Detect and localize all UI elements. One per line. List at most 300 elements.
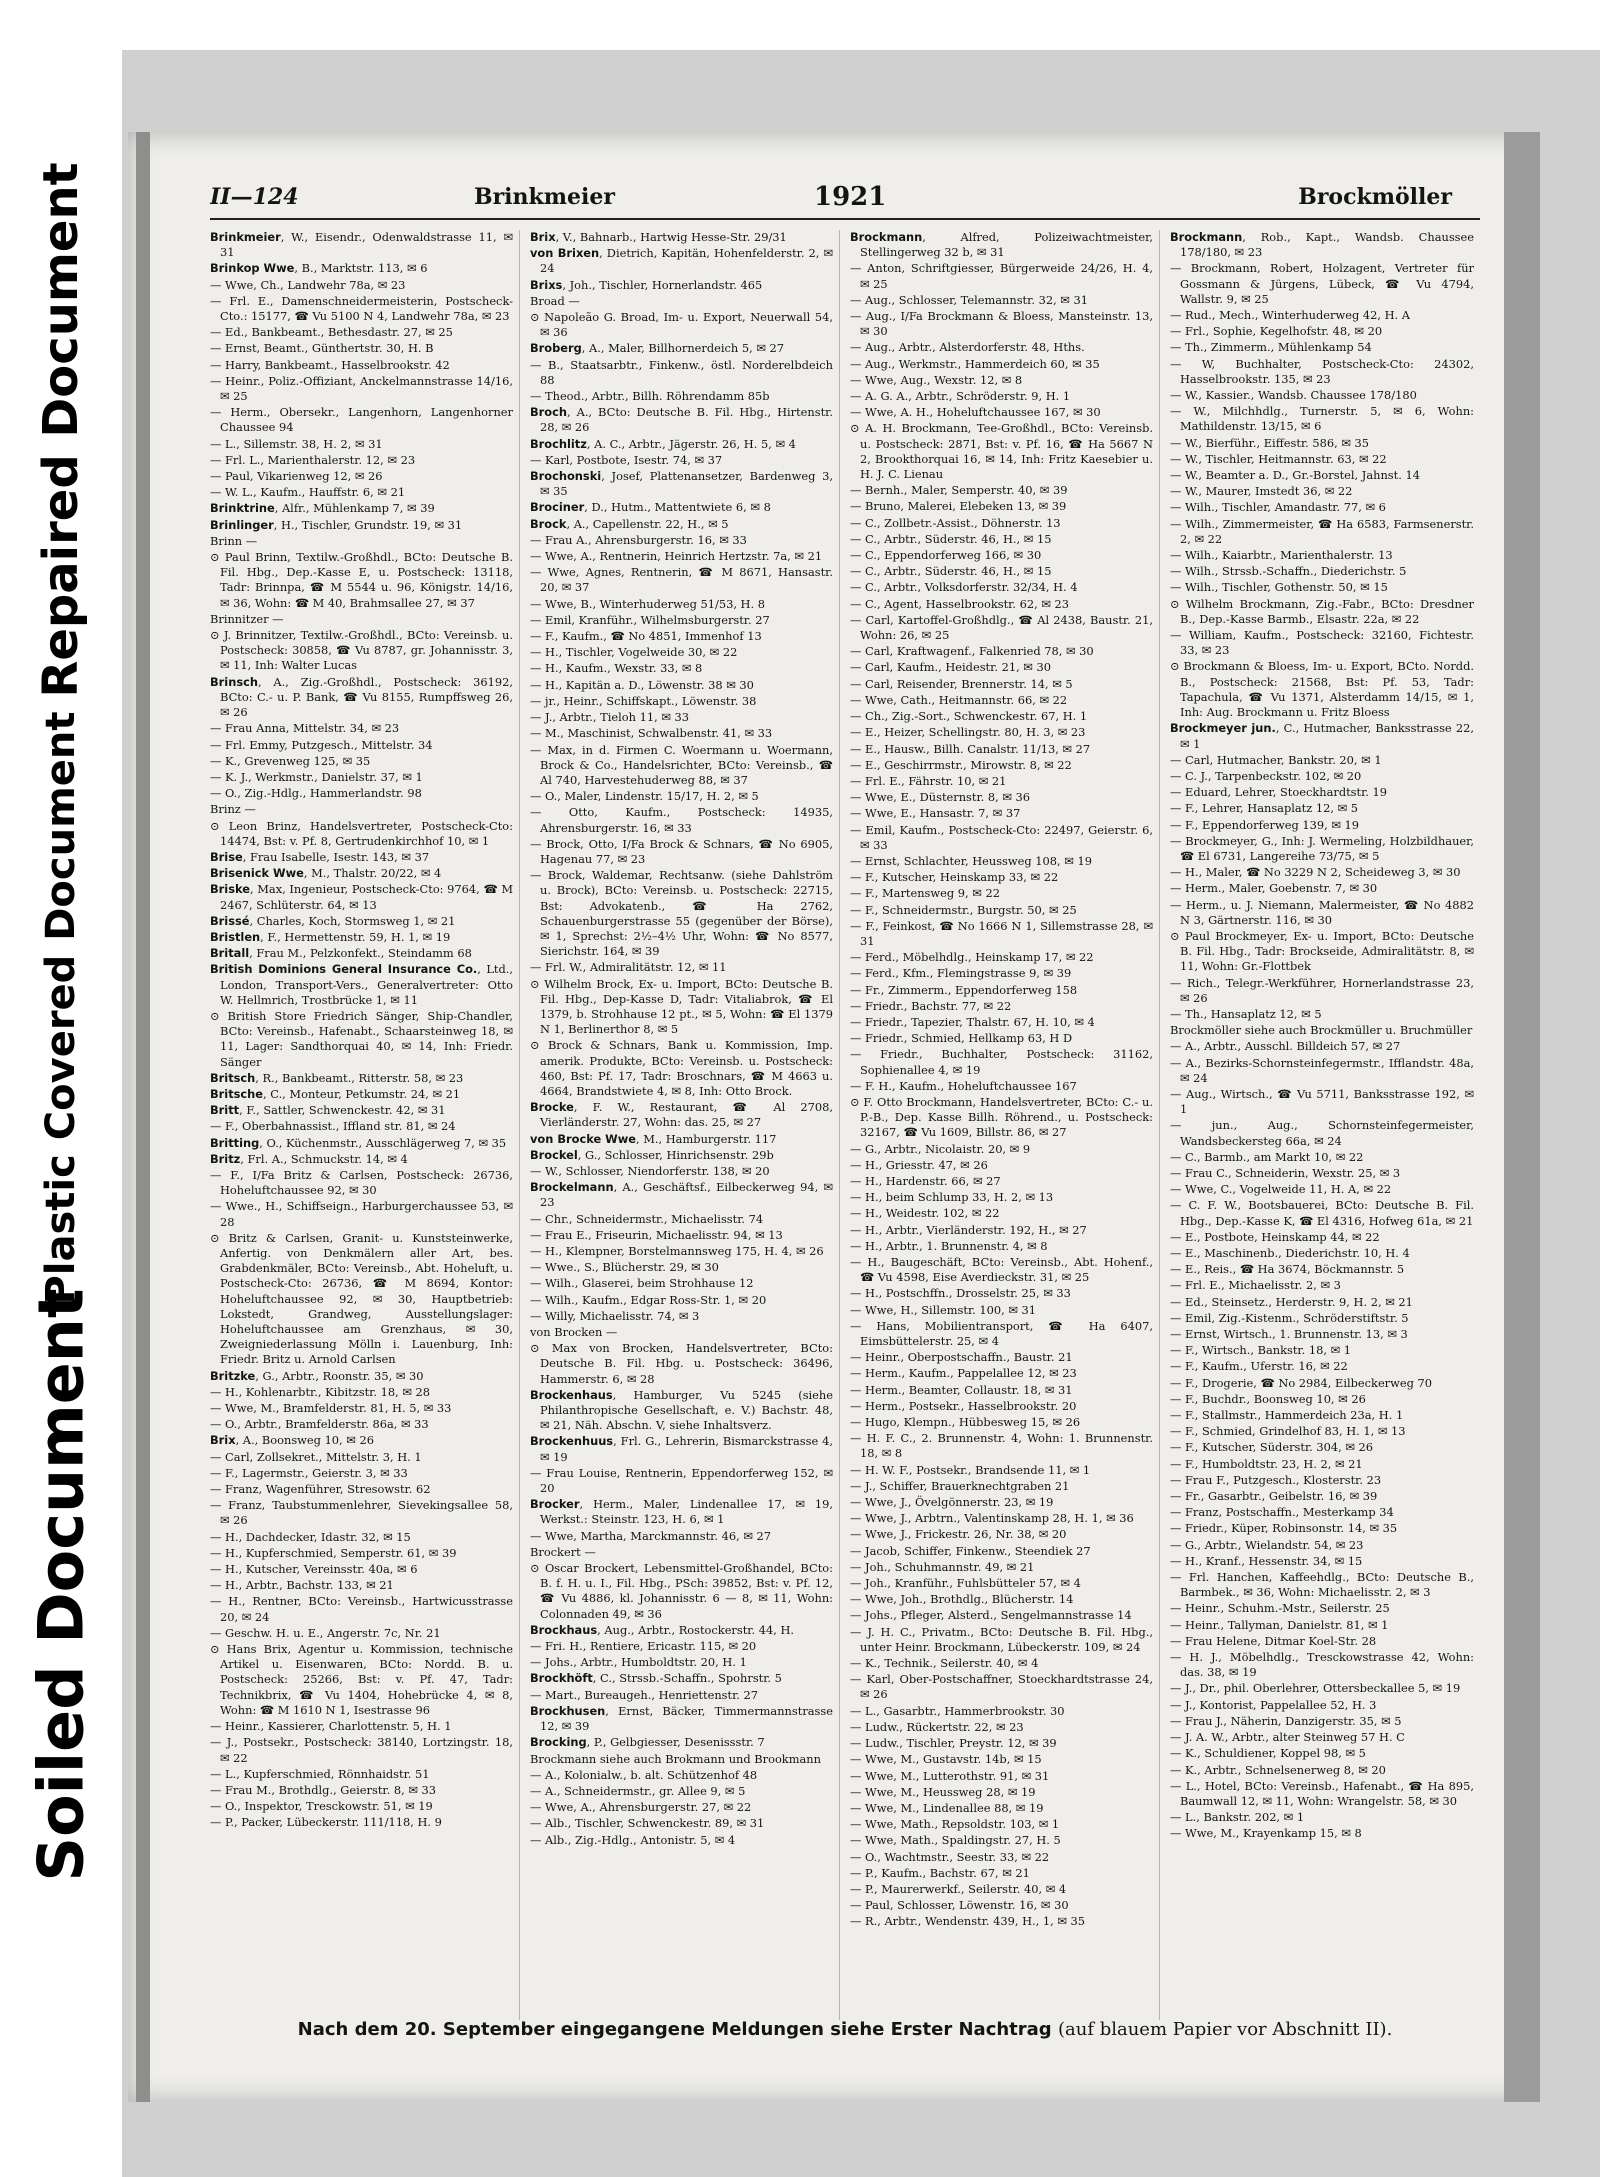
directory-entry: — Wwe, E., Hansastr. 7, ✉ 37 <box>850 806 1021 821</box>
directory-entry: — Wilh., Tischler, Gothenstr. 50, ✉ 15 <box>1170 580 1388 595</box>
directory-entry: — Wilh., Tischler, Amandastr. 77, ✉ 6 <box>1170 500 1386 515</box>
directory-entry: — O., Zig.-Hdlg., Hammerlandstr. 98 <box>210 786 422 801</box>
directory-entry: — Theod., Arbtr., Billh. Röhrendamm 85b <box>530 389 770 404</box>
directory-entry: — F., Eppendorferweg 139, ✉ 19 <box>1170 817 1360 832</box>
directory-entry: — Wwe, Math., Repsoldstr. 103, ✉ 1 <box>850 1817 1060 1832</box>
directory-entry: Britt, F., Sattler, Schwenckestr. 42, ✉ 31 <box>210 1103 446 1118</box>
directory-entry: — Wwe, Cath., Heitmannstr. 66, ✉ 22 <box>850 692 1068 707</box>
directory-entry: — Wilh., Zimmermeister, ☎ Ha 6583, Farmsenerstr. 2, ✉ 22 <box>1170 516 1474 546</box>
directory-entry: — Wwe, H., Sillemstr. 100, ✉ 31 <box>850 1302 1037 1317</box>
directory-entry: — H., Kaufm., Wexstr. 33, ✉ 8 <box>530 661 703 676</box>
directory-entry: — Wwe, Martha, Marckmannstr. 46, ✉ 27 <box>530 1528 771 1543</box>
directory-entry: — F., Buchdr., Boonsweg 10, ✉ 26 <box>1170 1391 1366 1406</box>
directory-entry: — A., Kolonialw., b. alt. Schützenhof 48 <box>530 1767 758 1782</box>
directory-entry: — Fr., Zimmerm., Eppendorferweg 158 <box>850 982 1078 997</box>
directory-entry: — C., Agent, Hasselbrookstr. 62, ✉ 23 <box>850 596 1070 611</box>
directory-entry: — W., Tischler, Heitmannstr. 63, ✉ 22 <box>1170 451 1387 466</box>
directory-entry: — H., Tischler, Vogelweide 30, ✉ 22 <box>530 645 738 660</box>
directory-entry: — W., Milchhdlg., Turnerstr. 5, ✉ 6, Wohn: Mathildenstr. 13/15, ✉ 6 <box>1170 404 1474 434</box>
directory-entry: — Paul, Schlosser, Löwenstr. 16, ✉ 30 <box>850 1898 1069 1913</box>
header-first-name: Brinkmeier <box>474 184 616 210</box>
directory-entry: Brinlinger, H., Tischler, Grundstr. 19, ✉ 31 <box>210 517 463 532</box>
directory-entry: Britzke, G., Arbtr., Roonstr. 35, ✉ 30 <box>210 1368 424 1383</box>
directory-entry: ⊙ British Store Friedrich Sänger, Ship-Chandler, BCto: Vereinsb., Hafenabt., Schaarsteinweg 18, ✉ 11, Lager: Sandthorquai 40, ✉ 14, Inh: Friedr. Sänger <box>210 1008 513 1069</box>
directory-entry: — F., Feinkost, ☎ No 1666 N 1, Sillemstrasse 28, ✉ 31 <box>850 918 1153 948</box>
directory-entry: — Friedr., Buchhalter, Postscheck: 31162, Sophienallee 4, ✉ 19 <box>850 1047 1153 1077</box>
directory-entry: — Th., Zimmerm., Mühlenkamp 54 <box>1170 340 1372 355</box>
directory-entry: Britting, O., Küchenmstr., Ausschlägerweg 7, ✉ 35 <box>210 1135 507 1150</box>
directory-entry: — Franz, Postschaffn., Mesterkamp 34 <box>1170 1505 1394 1520</box>
directory-entry: von Brocken — <box>530 1325 618 1340</box>
directory-entry: Brissé, Charles, Koch, Stormsweg 1, ✉ 21 <box>210 913 456 928</box>
directory-entry: — C., Arbtr., Süderstr. 46, H., ✉ 15 <box>850 531 1052 546</box>
directory-entry: — K., Technik., Seilerstr. 40, ✉ 4 <box>850 1656 1039 1671</box>
directory-entry: — Brockmann, Robert, Holzagent, Vertreter für Gossmann & Jürgens, Lübeck, ☎ Vu 4794, Wallstr. 9, ✉ 25 <box>1170 261 1474 306</box>
directory-entry: — O., Wachtmstr., Seestr. 33, ✉ 22 <box>850 1849 1050 1864</box>
directory-entry: Brochonski, Josef, Plattenansetzer, Bardenweg 3, ✉ 35 <box>530 469 833 499</box>
directory-entry: — Ferd., Möbelhdlg., Heinskamp 17, ✉ 22 <box>850 950 1094 965</box>
directory-entry: — Aug., Schlosser, Telemannstr. 32, ✉ 31 <box>850 292 1088 307</box>
directory-entry: — Herm., Obersekr., Langenhorn, Langenhorner Chaussee 94 <box>210 405 513 435</box>
directory-entry: — Wwe, Aug., Wexstr. 12, ✉ 8 <box>850 372 1023 387</box>
directory-entry: — G., Arbtr., Nicolaistr. 20, ✉ 9 <box>850 1141 1031 1156</box>
directory-entry: — H., Kranf., Hessenstr. 34, ✉ 15 <box>1170 1553 1363 1568</box>
directory-entry: — Karl, Postbote, Isestr. 74, ✉ 37 <box>530 452 723 467</box>
directory-entry: — F., Schneidermstr., Burgstr. 50, ✉ 25 <box>850 902 1077 917</box>
directory-entry: — Joh., Kranführ., Fuhlsbütteler 57, ✉ 4 <box>850 1576 1081 1591</box>
directory-entry: — Rich., Telegr.-Werkführer, Hornerlandstrasse 23, ✉ 26 <box>1170 975 1474 1005</box>
directory-entry: — Frau M., Brothdlg., Geierstr. 8, ✉ 33 <box>210 1782 436 1797</box>
directory-entry: — Wwe, M., Lutterothstr. 91, ✉ 31 <box>850 1768 1050 1783</box>
directory-entry: — J. A. W., Arbtr., alter Steinweg 57 H. C <box>1170 1730 1405 1745</box>
directory-entry: — H., Arbtr., Bachstr. 133, ✉ 21 <box>210 1578 394 1593</box>
directory-entry: — H., Dachdecker, Idastr. 32, ✉ 15 <box>210 1529 411 1544</box>
directory-entry: — Alb., Tischler, Schwenckestr. 89, ✉ 31 <box>530 1816 765 1831</box>
directory-entry: — F., Kutscher, Heinskamp 33, ✉ 22 <box>850 870 1059 885</box>
directory-entry: von Brocke Wwe, M., Hamburgerstr. 117 <box>530 1131 777 1146</box>
directory-entry: Britsch, R., Bankbeamt., Ritterstr. 58, ✉ 23 <box>210 1070 464 1085</box>
directory-entry: — Aug., Arbtr., Alsterdorferstr. 48, Hths. <box>850 340 1085 355</box>
directory-entry: — H., Arbtr., Vierländerstr. 192, H., ✉ 27 <box>850 1222 1087 1237</box>
directory-entry: Brockhöft, C., Strssb.-Schaffn., Spohrstr. 5 <box>530 1671 782 1686</box>
page-number: II—124 <box>210 184 299 210</box>
directory-entry: — Brock, Waldemar, Rechtsanw. (siehe Dahlström u. Brock), BCto: Vereinsb. u. Postscheck: 22715, Bst: Advokatenb., ☎ Ha 2762, Schauenburgerstrasse 55 (gegenüber der Börse), ✉ 1, Sprechst: 2½–4½ Uhr, Wohn: ☎ No 8577, Sierichstr. 164, ✉ 39 <box>530 868 833 959</box>
directory-entry: — F., Wirtsch., Bankstr. 18, ✉ 1 <box>1170 1343 1352 1358</box>
directory-entry: — E., Reis., ☎ Ha 3674, Böckmannstr. 5 <box>1170 1262 1405 1277</box>
directory-entry: — R., Arbtr., Wendenstr. 439, H., 1, ✉ 35 <box>850 1914 1086 1929</box>
directory-entry: — J., Dr., phil. Oberlehrer, Ottersbeckallee 5, ✉ 19 <box>1170 1681 1461 1696</box>
directory-entry: — Wwe, A., Rentnerin, Heinrich Hertzstr. 7a, ✉ 21 <box>530 549 823 564</box>
directory-entry: — H., beim Schlump 33, H. 2, ✉ 13 <box>850 1190 1054 1205</box>
directory-entry: Brocking, P., Gelbgiesser, Desenissstr. 7 <box>530 1735 765 1750</box>
directory-entry: — Heinr., Oberpostschaffn., Baustr. 21 <box>850 1350 1073 1365</box>
directory-entry: — Wwe, Agnes, Rentnerin, ☎ M 8671, Hansastr. 20, ✉ 37 <box>530 565 833 595</box>
directory-entry: — Carl, Kaufm., Heidestr. 21, ✉ 30 <box>850 660 1051 675</box>
directory-entry: — Wwe, A., Ahrensburgerstr. 27, ✉ 22 <box>530 1800 752 1815</box>
directory-entry: — Frl. E., Damenschneidermeisterin, Postscheck-Cto.: 15177, ☎ Vu 5100 N 4, Landwehr 78a, ✉ 23 <box>210 293 513 324</box>
directory-entry: ⊙ Paul Brinn, Textilw.-Großhdl., BCto: Deutsche B. Fil. Hbg., Dep.-Kasse E, u. Postscheck: 13118, Tadr: Brinnpa, ☎ M 5544 u. 96, Königstr. 14/16, ✉ 36, Wohn: ☎ M 40, Brahmsallee 27, ✉ 37 <box>210 550 513 610</box>
directory-entry: — H., Klempner, Borstelmannsweg 175, H. 4, ✉ 26 <box>530 1244 824 1258</box>
directory-entry: — K. J., Werkmstr., Danielstr. 37, ✉ 1 <box>210 769 423 784</box>
directory-entry: — Fri. H., Rentiere, Ericastr. 115, ✉ 20 <box>530 1639 757 1654</box>
directory-entry: — W. L., Kaufm., Hauffstr. 6, ✉ 21 <box>210 485 406 500</box>
directory-entry: ⊙ Max von Brocken, Handelsvertreter, BCto: Deutsche B. Fil. Hbg. u. Postscheck: 36496, Hammerstr. 6, ✉ 28 <box>530 1341 833 1386</box>
directory-entry: — J., Arbtr., Tieloh 11, ✉ 33 <box>530 710 689 725</box>
directory-entry: — K., Arbtr., Schnelsenerweg 8, ✉ 20 <box>1170 1762 1386 1777</box>
directory-entry: — C., Barmb., am Markt 10, ✉ 22 <box>1170 1149 1364 1164</box>
directory-entry: — F., Lagermstr., Geierstr. 3, ✉ 33 <box>210 1465 408 1480</box>
directory-entry: — Ludw., Rückertstr. 22, ✉ 23 <box>850 1719 1024 1734</box>
directory-entry: — Wwe, Joh., Brothdlg., Blücherstr. 14 <box>850 1592 1074 1607</box>
side-label-strip <box>0 0 122 2177</box>
directory-entry: — F., Humboldtstr. 23, H. 2, ✉ 21 <box>1170 1456 1363 1471</box>
directory-entry: — Herm., Beamter, Collaustr. 18, ✉ 31 <box>850 1382 1073 1397</box>
directory-entry: — Wilh., Kaiarbtr., Marienthalerstr. 13 <box>1170 548 1393 563</box>
directory-entry: — W., Schlosser, Niendorferstr. 138, ✉ 20 <box>530 1163 770 1178</box>
directory-entry: — L., Hotel, BCto: Vereinsb., Hafenabt., ☎ Ha 895, Baumwall 12, ✉ 11, Wohn: Wrangelstr. 58, ✉ 30 <box>1170 1778 1474 1808</box>
directory-entry: — H., Kupferschmied, Semperstr. 61, ✉ 39 <box>210 1545 457 1560</box>
directory-entry: — J., Kontorist, Pappelallee 52, H. 3 <box>1170 1697 1377 1712</box>
supplement-note <box>210 2019 1480 2040</box>
directory-entry: — C., Zollbetr.-Assist., Döhnerstr. 13 <box>850 515 1061 530</box>
directory-entry: — O., Inspektor, Tresckowstr. 51, ✉ 19 <box>210 1799 433 1814</box>
directory-entry: — J., Schiffer, Brauerknechtgraben 21 <box>850 1478 1070 1493</box>
directory-entry: — Joh., Schuhmannstr. 49, ✉ 21 <box>850 1559 1035 1574</box>
directory-entry: — Wilh., Kaufm., Edgar Ross-Str. 1, ✉ 20 <box>530 1292 767 1307</box>
directory-entry: — Carl, Kraftwagenf., Falkenried 78, ✉ 30 <box>850 644 1094 659</box>
directory-entry: — Bruno, Malerei, Elebeken 13, ✉ 39 <box>850 499 1067 514</box>
directory-entry: — H., Kutscher, Vereinsstr. 40a, ✉ 6 <box>210 1562 418 1577</box>
directory-entry: — Anton, Schriftgiesser, Bürgerweide 24/26, H. 4, ✉ 25 <box>850 261 1153 291</box>
directory-entry: — Ludw., Tischler, Preystr. 12, ✉ 39 <box>850 1736 1057 1751</box>
directory-entry: — Emil, Kranführ., Wilhelmsburgerstr. 27 <box>530 612 770 627</box>
directory-entry: — Friedr., Tapezier, Thalstr. 67, H. 10, ✉ 4 <box>850 1014 1095 1029</box>
directory-entry: — C. J., Tarpenbeckstr. 102, ✉ 20 <box>1170 768 1362 783</box>
directory-entry: — Friedr., Küper, Robinsonstr. 14, ✉ 35 <box>1170 1521 1398 1536</box>
directory-entry: Brockenhaus, Hamburger, Vu 5245 (siehe Philanthropische Gesellschaft, e. V.) Bachstr. 48, ✉ 21, Näh. Abschn. V, siehe Inhaltsverz. <box>530 1387 833 1433</box>
directory-entry: — Carl, Reisender, Brennerstr. 14, ✉ 5 <box>850 676 1073 691</box>
directory-entry: ⊙ A. H. Brockmann, Tee-Großhdl., BCto: Vereinsb. u. Postscheck: 2871, Bst: v. Pf. 16, ☎ Ha 5667 N 2, Brookthorquai 16, ✉ 14, Inh: Fritz Kaesebier u. H. J. C. Lienau <box>850 421 1153 482</box>
label-plastic-covered-document: Plastic Covered Document <box>38 711 84 1305</box>
directory-page <box>210 182 1480 2062</box>
directory-entry: — W., Bierführ., Eiffestr. 586, ✉ 35 <box>1170 435 1370 450</box>
directory-entry: Broad — <box>530 293 580 308</box>
directory-entry: — Aug., Wirtsch., ☎ Vu 5711, Banksstrasse 192, ✉ 1 <box>1170 1086 1474 1117</box>
directory-entry: — Wwe, M., Gustavstr. 14b, ✉ 15 <box>850 1752 1042 1767</box>
directory-entry: — O., Arbtr., Bramfelderstr. 86a, ✉ 33 <box>210 1417 429 1432</box>
directory-entry: Brinkmeier, W., Eisendr., Odenwaldstrasse 11, ✉ 31 <box>210 230 513 260</box>
directory-entry: Brociner, D., Hutm., Mattentwiete 6, ✉ 8 <box>530 500 771 515</box>
directory-entry: Brinz — <box>210 802 256 817</box>
directory-entry: — Herm., Maler, Goebenstr. 7, ✉ 30 <box>1170 881 1378 896</box>
directory-entry: — W, Buchhalter, Postscheck-Cto: 24302, Hasselbrookstr. 135, ✉ 23 <box>1170 356 1474 386</box>
directory-entry: Broberg, A., Maler, Billhornerdeich 5, ✉ 27 <box>530 341 785 356</box>
directory-entry: — Brock, Otto, I/Fa Brock & Schnars, ☎ No 6905, Hagenau 77, ✉ 23 <box>530 836 833 866</box>
directory-entry: — H., Griesstr. 47, ✉ 26 <box>850 1157 988 1172</box>
directory-entry: — Alb., Zig.-Hdlg., Antonistr. 5, ✉ 4 <box>530 1832 736 1847</box>
directory-entry: — E., Geschirrmstr., Mirowstr. 8, ✉ 22 <box>850 757 1072 772</box>
directory-entry: — jun., Aug., Schornsteinfegermeister, Wandsbeckersteg 66a, ✉ 24 <box>1170 1118 1474 1148</box>
directory-entry: — Ernst, Schlachter, Heussweg 108, ✉ 19 <box>850 853 1092 868</box>
directory-entry: — Wwe, J., Frickestr. 26, Nr. 38, ✉ 20 <box>850 1527 1067 1542</box>
directory-entry: — F., Drogerie, ☎ No 2984, Eilbeckerweg 70 <box>1170 1375 1433 1390</box>
directory-entry: Briske, Max, Ingenieur, Postscheck-Cto: 9764, ☎ M 2467, Schlüterstr. 64, ✉ 13 <box>210 882 513 912</box>
directory-entry: — Wwe., H., Schiffseign., Harburgerchaussee 53, ✉ 28 <box>210 1199 513 1229</box>
directory-entry: — A., Schneidermstr., gr. Allee 9, ✉ 5 <box>530 1783 746 1798</box>
directory-entry: — F., Stallmstr., Hammerdeich 23a, H. 1 <box>1170 1408 1404 1423</box>
directory-entry: — Carl, Hutmacher, Bankstr. 20, ✉ 1 <box>1170 752 1382 767</box>
directory-entry: Broch, A., BCto: Deutsche B. Fil. Hbg., Hirtenstr. 28, ✉ 26 <box>530 405 833 435</box>
directory-entry: Britall, Frau M., Pelzkonfekt., Steindamm 68 <box>210 946 472 961</box>
directory-entry: — J., Postsekr., Postscheck: 38140, Lortzingstr. 18, ✉ 22 <box>210 1735 513 1765</box>
directory-entry: — Mart., Bureaugeh., Henriettenstr. 27 <box>530 1687 759 1702</box>
directory-entry: — F., Kaufm., Uferstr. 16, ✉ 22 <box>1170 1359 1348 1374</box>
directory-entry: Brinsch, A., Zig.-Großhdl., Postscheck: 36192, BCto: C.- u. P. Bank, ☎ Vu 8155, Rumpffsweg 26, ✉ 26 <box>210 674 513 720</box>
supplement-note-normal: (auf blauem Papier vor Abschnitt II). <box>1057 2019 1393 2040</box>
directory-entry: Brockert — <box>530 1544 596 1559</box>
directory-entry: — Wilh., Glaserei, beim Strohhause 12 <box>530 1276 754 1291</box>
running-header <box>210 182 1480 220</box>
directory-entry: — J. H. C., Privatm., BCto: Deutsche B. Fil. Hbg., unter Heinr. Brockmann, Lübeckerstr. 109, ✉ 24 <box>850 1624 1153 1654</box>
directory-entry: Brochlitz, A. C., Arbtr., Jägerstr. 26, H. 5, ✉ 4 <box>530 436 796 451</box>
directory-entry: — F., Oberbahnassist., Iffland str. 81, ✉ 24 <box>210 1119 456 1134</box>
directory-entry: — Hans, Mobilientransport, ☎ Ha 6407, Eimsbüttelerstr. 25, ✉ 4 <box>850 1318 1153 1349</box>
header-year: 1921 <box>814 182 887 212</box>
directory-entry: Brix, A., Boonsweg 10, ✉ 26 <box>210 1433 374 1448</box>
directory-entry: — Ferd., Kfm., Flemingstrasse 9, ✉ 39 <box>850 966 1072 981</box>
directory-entry: — E., Maschinenb., Diederichstr. 10, H. 4 <box>1170 1246 1410 1260</box>
directory-entry: — E., Postbote, Heinskamp 44, ✉ 22 <box>1170 1229 1380 1244</box>
directory-entry: Brixs, Joh., Tischler, Hornerlandstr. 465 <box>530 277 763 292</box>
header-last-name: Brockmöller <box>1298 184 1452 210</box>
directory-entry: — Herm., u. J. Niemann, Malermeister, ☎ No 4882 N 3, Gärtnerstr. 116, ✉ 30 <box>1170 897 1474 927</box>
directory-entry: Brockhaus, Aug., Arbtr., Rostockerstr. 44, H. <box>530 1622 795 1637</box>
directory-entry: — M., Maschinist, Schwalbenstr. 41, ✉ 33 <box>530 726 773 741</box>
directory-entry: — Max, in d. Firmen C. Woermann u. Woermann, Brock & Co., Handelsrichter, BCto: Vereinsb., ☎ Al 740, Harvestehuderweg 88, ✉ 37 <box>530 742 833 787</box>
directory-entry: — Harry, Bankbeamt., Hasselbrookstr. 42 <box>210 357 450 372</box>
directory-entry: — H., Kohlenarbtr., Kibitzstr. 18, ✉ 28 <box>210 1384 431 1399</box>
directory-entry: ⊙ Napoleão G. Broad, Im- u. Export, Neuerwall 54, ✉ 36 <box>530 310 833 340</box>
directory-entry: ⊙ Paul Brockmeyer, Ex- u. Import, BCto: Deutsche B. Fil. Hbg., Tadr: Brockseide, Admiralitätstr. 8, ✉ 11, Wohn: Gr.-Flottbek <box>1170 928 1474 974</box>
directory-entry: — Wwe, Math., Spaldingstr. 27, H. 5 <box>850 1833 1061 1848</box>
directory-entry: ⊙ Hans Brix, Agentur u. Kommission, technische Artikel u. Eisenwaren, BCto: Nordd. B. u. Postscheck: 25266, Bst: v. Pf. 47, Tadr: Technikbrix, ☎ Vu 1404, Hohebrücke 4, ✉ 8, Wohn: ☎ M 1610 N 1, Isestrasse 96 <box>210 1642 513 1717</box>
directory-entry: — Brockmeyer, G., Inh: J. Wermeling, Holzbildhauer, ☎ El 6731, Langereihe 73/75, ✉ 5 <box>1170 833 1474 863</box>
directory-entry: ⊙ Brock & Schnars, Bank u. Kommission, Imp. amerik. Produkte, BCto: Vereinsb. u. Postscheck: 460, Bst: Pf. 17, Tadr: Broschnars, ☎ M 4663 u. 4664, Brandstwiete 4, ✉ 8, Inh: Otto Brock. <box>530 1038 833 1098</box>
directory-column-3 <box>850 230 1160 2020</box>
directory-entry: Brinn — <box>210 533 258 548</box>
directory-entry: Brock, A., Capellenstr. 22, H., ✉ 5 <box>530 516 729 531</box>
directory-entry: — C. F. W., Bootsbauerei, BCto: Deutsche B. Fil. Hbg., Dep.-Kasse K, ☎ El 4316, Hofweg 61a, ✉ 21 <box>1170 1198 1474 1228</box>
directory-entry: — Wwe., S., Blücherstr. 29, ✉ 30 <box>530 1260 719 1275</box>
directory-entry: — Frl. W., Admiralitätstr. 12, ✉ 11 <box>530 960 727 975</box>
label-soiled-document: Soiled Document <box>24 1288 98 1882</box>
directory-column-1 <box>210 230 520 2020</box>
directory-entry: — A., Arbtr., Ausschl. Billdeich 57, ✉ 27 <box>1170 1039 1401 1054</box>
directory-entry: — F., Schmied, Grindelhof 83, H. 1, ✉ 13 <box>1170 1424 1406 1439</box>
directory-entry: — W., Maurer, Imstedt 36, ✉ 22 <box>1170 484 1353 499</box>
directory-entry: — H. F. C., 2. Brunnenstr. 4, Wohn: 1. Brunnenstr. 18, ✉ 8 <box>850 1431 1153 1461</box>
directory-entry: — F. H., Kaufm., Hoheluftchaussee 167 <box>850 1078 1077 1093</box>
directory-entry: — F., Kaufm., ☎ No 4851, Immenhof 13 <box>530 629 762 644</box>
directory-entry: — F., Kutscher, Süderstr. 304, ✉ 26 <box>1170 1440 1374 1455</box>
directory-entry: — E., Hausw., Billh. Canalstr. 11/13, ✉ 27 <box>850 741 1091 756</box>
directory-entry: ⊙ F. Otto Brockmann, Handelsvertreter, BCto: C.- u. P.-B., Dep. Kasse Billh. Röhrend., u. Postscheck: 32167, ☎ Vu 1609, Billstr. 86, ✉ 27 <box>850 1094 1153 1140</box>
directory-entry: — Frau E., Friseurin, Michaelisstr. 94, ✉ 13 <box>530 1227 783 1242</box>
directory-entry: — L., Sillemstr. 38, H. 2, ✉ 31 <box>210 436 383 451</box>
directory-entry: — Frl. Emmy, Putzgesch., Mittelstr. 34 <box>210 737 433 752</box>
directory-entry: — Wwe, B., Winterhuderweg 51/53, H. 8 <box>530 596 765 611</box>
directory-entry: — Paul, Vikarienweg 12, ✉ 26 <box>210 469 383 484</box>
directory-entry: — G., Arbtr., Wielandstr. 54, ✉ 23 <box>1170 1537 1364 1552</box>
directory-entry: — W., Kassier., Wandsb. Chaussee 178/180 <box>1170 388 1417 403</box>
directory-entry: — Franz, Wagenführer, Stresowstr. 62 <box>210 1482 431 1497</box>
directory-entry: — Aug., I/Fa Brockmann & Bloess, Mansteinstr. 13, ✉ 30 <box>850 309 1153 339</box>
directory-entry: — Frau Helene, Ditmar Koel-Str. 28 <box>1170 1633 1377 1648</box>
directory-entry: — F., Lehrer, Hansaplatz 12, ✉ 5 <box>1170 801 1359 816</box>
directory-entry: ⊙ Wilhelm Brock, Ex- u. Import, BCto: Deutsche B. Fil. Hbg., Dep-Kasse D, Tadr: Vitaliabrok, ☎ El 1379, b. Strohhause 12 pt., ✉ 5, Wohn: ☎ El 1379 N 1, Berlinerthor 8, ✉ 5 <box>530 976 833 1037</box>
directory-entry: — Wwe, M., Lindenallee 88, ✉ 19 <box>850 1800 1044 1815</box>
directory-entry: — Wwe, C., Vogelweide 11, H. A, ✉ 22 <box>1170 1182 1392 1197</box>
directory-entry: — Franz, Taubstummenlehrer, Sievekingsallee 58, ✉ 26 <box>210 1498 513 1528</box>
directory-entry: Brockmann, Rob., Kapt., Wandsb. Chaussee 178/180, ✉ 23 <box>1170 230 1474 260</box>
directory-entry: Brockmeyer jun., C., Hutmacher, Banksstrasse 22, ✉ 1 <box>1170 721 1474 751</box>
directory-entry: — Wilh., Strssb.-Schaffn., Diederichstr. 5 <box>1170 564 1407 579</box>
directory-entry: — Heinr., Schuhm.-Mstr., Seilerstr. 25 <box>1170 1601 1390 1616</box>
directory-entry: — Friedr., Schmied, Hellkamp 63, H D <box>850 1031 1073 1046</box>
directory-entry: — Frl. E., Fährstr. 10, ✉ 21 <box>850 773 1007 788</box>
directory-entry: — Frau C., Schneiderin, Wexstr. 25, ✉ 3 <box>1170 1165 1401 1180</box>
directory-entry: — Johs., Arbtr., Humboldtstr. 20, H. 1 <box>530 1655 747 1670</box>
directory-entry: — L., Kupferschmied, Rönnhaidstr. 51 <box>210 1766 430 1781</box>
directory-entry: — Wwe, Ch., Landwehr 78a, ✉ 23 <box>210 277 406 292</box>
directory-entry: — Eduard, Lehrer, Stoeckhardtstr. 19 <box>1170 785 1388 800</box>
directory-entry: — A. G. A., Arbtr., Schröderstr. 9, H. 1 <box>850 389 1071 404</box>
directory-entry: — H., Weidestr. 102, ✉ 22 <box>850 1206 1000 1221</box>
directory-entry: British Dominions General Insurance Co., Ltd., London, Transport-Vers., Generalvertreter: Otto W. Hellmrich, Trostbrücke 1, ✉ 11 <box>210 962 513 1007</box>
directory-entry: — Bernh., Maler, Semperstr. 40, ✉ 39 <box>850 483 1068 498</box>
directory-entry: Brockelmann, A., Geschäftsf., Eilbeckerweg 94, ✉ 23 <box>530 1180 833 1210</box>
directory-entry: — K., Grevenweg 125, ✉ 35 <box>210 753 371 768</box>
directory-entry: ⊙ Britz & Carlsen, Granit- u. Kunststeinwerke, Anfertig. von Denkmälern aller Art, bes. Grabdenkmäler, BCto: Vereinsb., Abt. Hoheluft, u. Postscheck-Cto: 26736, ☎ M 8694, Kontor: Hoheluftchaussee 92, ✉ 30, Hauptbetrieb: Lokstedt, Grandweg, Ausstellungslager: Hoheluftchaussee am Grenzhaus, ✉ 30, Zweigniederlassung Mölln i. Lauenburg, Inh: Friedr. Britz u. Arnold Carlsen <box>210 1230 513 1367</box>
directory-entry: — Emil, Zig.-Kistenm., Schröderstiftstr. 5 <box>1170 1310 1409 1325</box>
directory-entry: — Frl. L., Marienthalerstr. 12, ✉ 23 <box>210 452 416 467</box>
directory-entry: — B., Staatsarbtr., Finkenw., östl. Norderelbdeich 88 <box>530 357 833 387</box>
directory-entry: — W., Beamter a. D., Gr.-Borstel, Jahnst. 14 <box>1170 468 1420 483</box>
directory-entry: — Wwe, A. H., Hoheluftchaussee 167, ✉ 30 <box>850 405 1101 420</box>
directory-entry: — H. J., Möbelhdlg., Tresckowstrasse 42, Wohn: das. 38, ✉ 19 <box>1170 1650 1474 1680</box>
directory-entry: — Aug., Werkmstr., Hammerdeich 60, ✉ 35 <box>850 356 1100 371</box>
directory-entry: — Th., Hansaplatz 12, ✉ 5 <box>1170 1006 1322 1021</box>
directory-entry: — H., Maler, ☎ No 3229 N 2, Scheideweg 3, ✉ 30 <box>1170 865 1461 880</box>
directory-entry: Brockmann, Alfred, Polizeiwachtmeister, Stellingerweg 32 b, ✉ 31 <box>850 230 1153 260</box>
directory-entry: — Frl., Sophie, Kegelhofstr. 48, ✉ 20 <box>1170 324 1383 339</box>
directory-entry: Brix, V., Bahnarb., Hartwig Hesse-Str. 29/31 <box>530 230 787 244</box>
directory-entry: — E., Heizer, Schellingstr. 80, H. 3, ✉ 23 <box>850 725 1086 740</box>
directory-entry: ⊙ Oscar Brockert, Lebensmittel-Großhandel, BCto: B. f. H. u. I., Fil. Hbg., PSch: 39852, Bst: v. Pf. 12, ☎ Vu 4886, kl. Johannisstr. 6 — 8, ✉ 11, Wohn: Colonnaden 49, ✉ 36 <box>530 1561 833 1621</box>
directory-entry: — Heinr., Tallyman, Danielstr. 81, ✉ 1 <box>1170 1617 1389 1632</box>
directory-entry: — Ed., Steinsetz., Herderstr. 9, H. 2, ✉ 21 <box>1170 1294 1413 1309</box>
directory-entry: — Herm., Postsekr., Hasselbrookstr. 20 <box>850 1398 1077 1413</box>
directory-entry: — Wwe, M., Bramfelderstr. 81, H. 5, ✉ 33 <box>210 1401 452 1416</box>
directory-entry: — Carl, Kartoffel-Großhdlg., ☎ Al 2438, Baustr. 21, Wohn: 26, ✉ 25 <box>850 612 1153 643</box>
directory-entry: — Friedr., Bachstr. 77, ✉ 22 <box>850 998 1012 1013</box>
directory-entry: Brise, Frau Isabelle, Isestr. 143, ✉ 37 <box>210 849 430 864</box>
directory-column-2 <box>530 230 840 2020</box>
directory-entry: — C., Eppendorferweg 166, ✉ 30 <box>850 548 1042 563</box>
directory-entry: — Otto, Kaufm., Postscheck: 14935, Ahrensburgerstr. 16, ✉ 33 <box>530 805 833 835</box>
directory-entry: — Ed., Bankbeamt., Bethesdastr. 27, ✉ 25 <box>210 325 453 340</box>
directory-entry: — H., Postschffn., Drosselstr. 25, ✉ 33 <box>850 1286 1071 1301</box>
directory-entry: — Frau Louise, Rentnerin, Eppendorferweg 152, ✉ 20 <box>530 1465 833 1496</box>
directory-entry: — A., Bezirks-Schornsteinfegermstr., Ifflandstr. 48a, ✉ 24 <box>1170 1055 1474 1085</box>
directory-entry: — H., Arbtr., 1. Brunnenstr. 4, ✉ 8 <box>850 1238 1048 1253</box>
directory-entry: — H., Hardenstr. 66, ✉ 27 <box>850 1173 1001 1188</box>
directory-entry: — Fr., Gasarbtr., Geibelstr. 16, ✉ 39 <box>1170 1489 1378 1504</box>
directory-entry: von Brixen, Dietrich, Kapitän, Hohenfelderstr. 2, ✉ 24 <box>530 246 833 276</box>
directory-entry: — Heinr., Kassierer, Charlottenstr. 5, H. 1 <box>210 1719 452 1734</box>
directory-entry: — Jacob, Schiffer, Finkenw., Steendiek 27 <box>850 1543 1091 1558</box>
directory-entry: — H. W. F., Postsekr., Brandsende 11, ✉ 1 <box>850 1462 1091 1477</box>
directory-entry: ⊙ Brockmann & Bloess, Im- u. Export, BCto. Nordd. B., Postscheck: 21568, Bst: Pf. 53, Tadr: Tapachula, ☎ Vu 1371, Alsterdamm 14/15, ✉ 1, Inh: Aug. Brockmann u. Fritz Bloess <box>1170 659 1474 720</box>
supplement-note-bold: Nach dem 20. September eingegangene Meldungen siehe Erster Nachtrag <box>297 2019 1052 2040</box>
directory-entry: — H., Rentner, BCto: Vereinsb., Hartwicusstrasse 20, ✉ 24 <box>210 1594 513 1624</box>
directory-column-4 <box>1170 230 1480 2020</box>
directory-entry: — O., Maler, Lindenstr. 15/17, H. 2, ✉ 5 <box>530 789 759 804</box>
directory-entry: — Frau Anna, Mittelstr. 34, ✉ 23 <box>210 721 400 736</box>
directory-entry: Brockhusen, Ernst, Bäcker, Timmermannstrasse 12, ✉ 39 <box>530 1703 833 1734</box>
directory-entry: — P., Maurerwerkf., Seilerstr. 40, ✉ 4 <box>850 1881 1067 1896</box>
directory-entry: — P., Packer, Lübeckerstr. 111/118, H. 9 <box>210 1815 442 1830</box>
directory-entry: — Frau F., Putzgesch., Klosterstr. 23 <box>1170 1472 1382 1487</box>
directory-entry: Brocker, Herm., Maler, Lindenallee 17, ✉ 19, Werkst.: Steinstr. 123, H. 6, ✉ 1 <box>530 1497 833 1527</box>
directory-entry: — Wwe, E., Düsternstr. 8, ✉ 36 <box>850 790 1031 805</box>
directory-entry: — Frau A., Ahrensburgerstr. 16, ✉ 33 <box>530 532 747 547</box>
directory-entry: — K., Schuldiener, Koppel 98, ✉ 5 <box>1170 1746 1366 1761</box>
directory-entry: — C., Arbtr., Volksdorferstr. 32/34, H. 4 <box>850 580 1078 595</box>
directory-entry: — F., Martensweg 9, ✉ 22 <box>850 886 1000 901</box>
directory-entry: Brinktrine, Alfr., Mühlenkamp 7, ✉ 39 <box>210 501 435 516</box>
directory-entry: Brockel, G., Schlosser, Hinrichsenstr. 29b <box>530 1147 774 1162</box>
directory-entry: — Frl. Hanchen, Kaffeehdlg., BCto: Deutsche B., Barmbek., ✉ 36, Wohn: Michaelisstr. 2, ✉ 3 <box>1170 1570 1474 1600</box>
directory-entry: — William, Kaufm., Postscheck: 32160, Fichtestr. 33, ✉ 23 <box>1170 628 1474 658</box>
label-repaired-document: Repaired Document <box>33 162 89 698</box>
directory-entry: — Frl. E., Michaelisstr. 2, ✉ 3 <box>1170 1278 1341 1293</box>
directory-entry: — Wwe, M., Krayenkamp 15, ✉ 8 <box>1170 1826 1362 1841</box>
directory-entry: ⊙ Leon Brinz, Handelsvertreter, Postscheck-Cto: 14474, Bst: v. Pf. 8, Gertrudenkirchhof 10, ✉ 1 <box>210 818 513 848</box>
directory-entry: Bristlen, F., Hermettenstr. 59, H. 1, ✉ 19 <box>210 929 451 944</box>
directory-entry: — L., Gasarbtr., Hammerbrookstr. 30 <box>850 1703 1065 1718</box>
directory-entry: — Carl, Zollsekret., Mittelstr. 3, H. 1 <box>210 1449 422 1464</box>
directory-entry: — Wwe, J., Övelgönnerstr. 23, ✉ 19 <box>850 1495 1054 1510</box>
directory-entry: — Rud., Mech., Winterhuderweg 42, H. A <box>1170 308 1410 323</box>
binding-edge-left <box>136 132 150 2102</box>
directory-entry: — Karl, Ober-Postschaffner, Stoeckhardtstrasse 24, ✉ 26 <box>850 1672 1153 1702</box>
directory-entry: — Wwe, M., Heussweg 28, ✉ 19 <box>850 1784 1036 1799</box>
directory-entry: — jr., Heinr., Schiffskapt., Löwenstr. 38 <box>530 693 757 708</box>
directory-entry: — Hugo, Klempn., Hübbesweg 15, ✉ 26 <box>850 1415 1081 1430</box>
directory-entry: ⊙ Wilhelm Brockmann, Zig.-Fabr., BCto: Dresdner B., Dep.-Kasse Barmb., Elsastr. 22a, ✉ 22 <box>1170 596 1474 626</box>
directory-entry: Britsche, C., Monteur, Petkumstr. 24, ✉ 21 <box>210 1086 461 1101</box>
binding-edge-right <box>1504 132 1540 2102</box>
directory-entry: — Frau J., Näherin, Danzigerstr. 35, ✉ 5 <box>1170 1713 1402 1728</box>
directory-entry: — Geschw. H. u. E., Angerstr. 7c, Nr. 21 <box>210 1625 441 1640</box>
directory-entry: — C., Arbtr., Süderstr. 46, H., ✉ 15 <box>850 564 1052 579</box>
directory-entry: Brinkop Wwe, B., Marktstr. 113, ✉ 6 <box>210 261 428 276</box>
directory-columns <box>210 230 1480 2020</box>
directory-entry: — Ernst, Beamt., Günthertstr. 30, H. B <box>210 341 434 356</box>
directory-entry: — Emil, Kaufm., Postscheck-Cto: 22497, Geierstr. 6, ✉ 33 <box>850 822 1153 852</box>
directory-entry: — Willy, Michaelisstr. 74, ✉ 3 <box>530 1308 700 1323</box>
